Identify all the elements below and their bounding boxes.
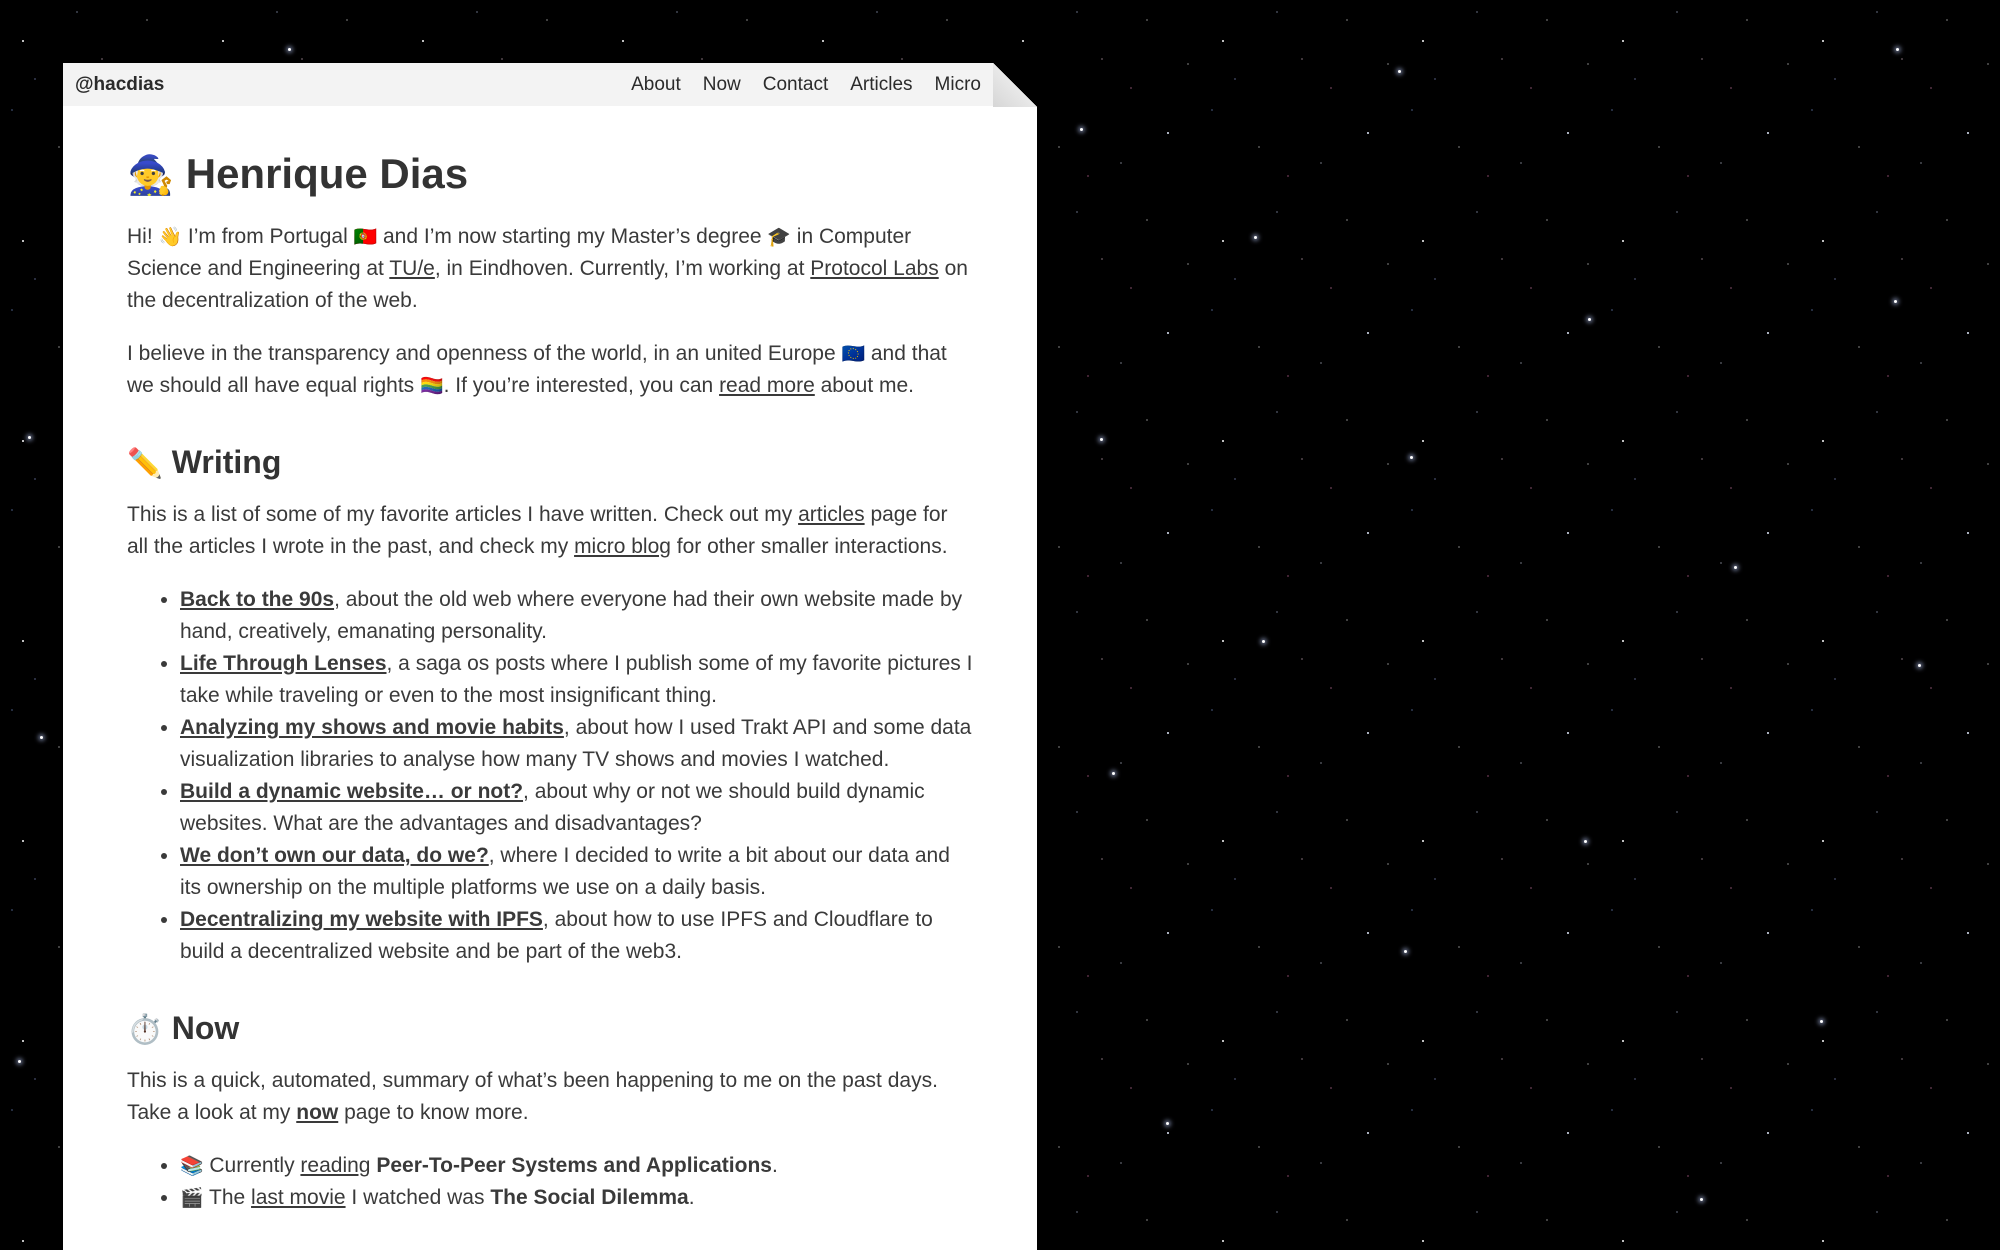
star-decoration <box>1584 840 1587 843</box>
writing-text: This is a list of some of my favorite articles I have written. Check out my <box>127 503 793 526</box>
nav-now-link[interactable]: Now <box>702 73 741 95</box>
beliefs-text: about me. <box>820 374 915 397</box>
article-link[interactable]: Decentralizing my website with IPFS <box>180 908 543 931</box>
list-item <box>180 648 973 712</box>
pencil-icon: ✏️ <box>127 446 163 480</box>
writing-heading <box>127 442 973 483</box>
article-description: , where I decided to write a bit about our data and its ownership on the multiple platforms we use on a daily basis. <box>180 844 950 899</box>
star-decoration <box>1410 456 1413 459</box>
article-description: , about how I used Trakt API and some data visualization libraries to analyse how many TV shows and movies I watched. <box>180 716 972 771</box>
list-item <box>180 712 973 776</box>
article-link[interactable]: Analyzing my shows and movie habits <box>180 716 564 739</box>
beliefs-text: I believe in the transparency and openness of the world, in an united Europe <box>127 342 836 365</box>
star-decoration <box>1918 664 1921 667</box>
now-text: This is a quick, automated, summary of what’s been happening to me on the past days. Take a look at my <box>127 1069 938 1124</box>
writing-heading-text: Writing <box>171 444 282 480</box>
star-decoration <box>1112 772 1115 775</box>
movie-title: The Social Dilemma <box>490 1186 689 1209</box>
now-item-text: . <box>771 1154 778 1177</box>
nav-articles-link[interactable]: Articles <box>850 73 913 95</box>
list-item <box>180 584 973 648</box>
now-item-text: I watched was <box>351 1186 485 1209</box>
nav-contact-link[interactable]: Contact <box>762 73 829 95</box>
star-decoration <box>1820 1020 1823 1023</box>
star-decoration <box>1254 236 1257 239</box>
list-item <box>180 904 973 968</box>
graduation-cap-icon: 🎓 <box>767 226 791 248</box>
article-link[interactable]: Life Through Lenses <box>180 652 387 675</box>
rainbow-flag-icon: 🏳️‍🌈 <box>420 375 444 397</box>
star-decoration <box>1100 438 1103 441</box>
books-icon: 📚 <box>180 1155 204 1177</box>
list-item <box>180 1182 973 1214</box>
micro-blog-link[interactable]: micro blog <box>574 535 671 558</box>
reading-link[interactable]: reading <box>300 1154 371 1177</box>
star-decoration <box>1398 70 1401 73</box>
clapper-board-icon: 🎬 <box>180 1187 204 1209</box>
mage-icon: 🧙 <box>127 153 175 197</box>
nav-micro-link[interactable]: Micro <box>934 73 981 95</box>
beliefs-text: . If you’re interested, you can <box>443 374 714 397</box>
star-decoration <box>1896 48 1899 51</box>
star-decoration <box>1700 1198 1703 1201</box>
writing-text: for other smaller interactions. <box>676 535 948 558</box>
star-decoration <box>1166 1122 1169 1125</box>
intro-text: and I’m now starting my Master’s degree <box>383 225 762 248</box>
intro-paragraph <box>127 221 973 317</box>
star-decoration <box>40 736 43 739</box>
intro-text: I’m from Portugal <box>187 225 348 248</box>
articles-list <box>127 584 973 968</box>
star-decoration <box>28 436 31 439</box>
now-intro-paragraph <box>127 1065 973 1129</box>
list-item <box>180 776 973 840</box>
main-content <box>63 148 1037 1214</box>
page-title <box>127 148 973 201</box>
writing-text: page for all the articles I wrote in the past, and check my <box>127 503 948 558</box>
now-page-link[interactable]: now <box>296 1101 339 1124</box>
list-item <box>180 1150 973 1182</box>
read-more-link[interactable]: read more <box>719 374 815 397</box>
article-description: , about the old web where everyone had their own website made by hand, creatively, emanating personality. <box>180 588 963 643</box>
intro-text: , in Eindhoven. Currently, I’m working at <box>434 257 805 280</box>
article-link[interactable]: Build a dynamic website… or not? <box>180 780 524 803</box>
now-text: page to know more. <box>344 1101 529 1124</box>
intro-text: Hi! <box>127 225 153 248</box>
star-decoration <box>18 1060 21 1063</box>
last-movie-link[interactable]: last movie <box>251 1186 346 1209</box>
beliefs-text: and that we should all have equal rights <box>127 342 947 397</box>
article-description: , about how to use IPFS and Cloudflare to build a decentralized website and be part of the web3. <box>180 908 933 963</box>
book-title: Peer-To-Peer Systems and Applications <box>376 1154 772 1177</box>
now-item-text: Currently <box>209 1154 295 1177</box>
star-decoration <box>1588 318 1591 321</box>
star-decoration <box>1734 566 1737 569</box>
star-decoration <box>1404 950 1407 953</box>
now-heading <box>127 1008 973 1049</box>
articles-link[interactable]: articles <box>798 503 865 526</box>
intro-text: in Computer Science and Engineering at <box>127 225 912 280</box>
top-nav-bar <box>63 63 993 106</box>
tue-link[interactable]: TU/e <box>389 257 435 280</box>
article-link[interactable]: We don’t own our data, do we? <box>180 844 489 867</box>
list-item <box>180 840 973 904</box>
article-link[interactable]: Back to the 90s <box>180 588 335 611</box>
article-description: , a saga os posts where I publish some of my favorite pictures I take while traveling or even to the most insignificant thing. <box>180 652 973 707</box>
main-nav <box>631 74 981 96</box>
star-decoration <box>1262 640 1265 643</box>
page-title-text: Henrique Dias <box>185 150 469 197</box>
stopwatch-icon: ⏱️ <box>127 1012 163 1046</box>
portugal-flag-icon: 🇵🇹 <box>353 226 378 248</box>
nav-about-link[interactable]: About <box>631 73 681 95</box>
page-card <box>63 63 1037 1250</box>
now-item-text: . <box>688 1186 695 1209</box>
eu-flag-icon: 🇪🇺 <box>841 343 866 365</box>
article-description: , about why or not we should build dynamic websites. What are the advantages and disadvantages? <box>180 780 925 835</box>
protocol-labs-link[interactable]: Protocol Labs <box>810 257 939 280</box>
intro-text: on the decentralization of the web. <box>127 257 968 312</box>
page-corner-fold <box>993 63 1037 107</box>
star-decoration <box>288 48 291 51</box>
writing-intro-paragraph <box>127 499 973 563</box>
beliefs-paragraph <box>127 338 973 402</box>
now-heading-text: Now <box>171 1010 240 1046</box>
star-decoration <box>1080 128 1083 131</box>
star-decoration <box>1894 300 1897 303</box>
site-brand-link[interactable]: @hacdias <box>75 73 165 95</box>
now-item-text: The <box>209 1186 246 1209</box>
waving-hand-icon: 👋 <box>158 226 183 248</box>
now-list <box>127 1150 973 1214</box>
